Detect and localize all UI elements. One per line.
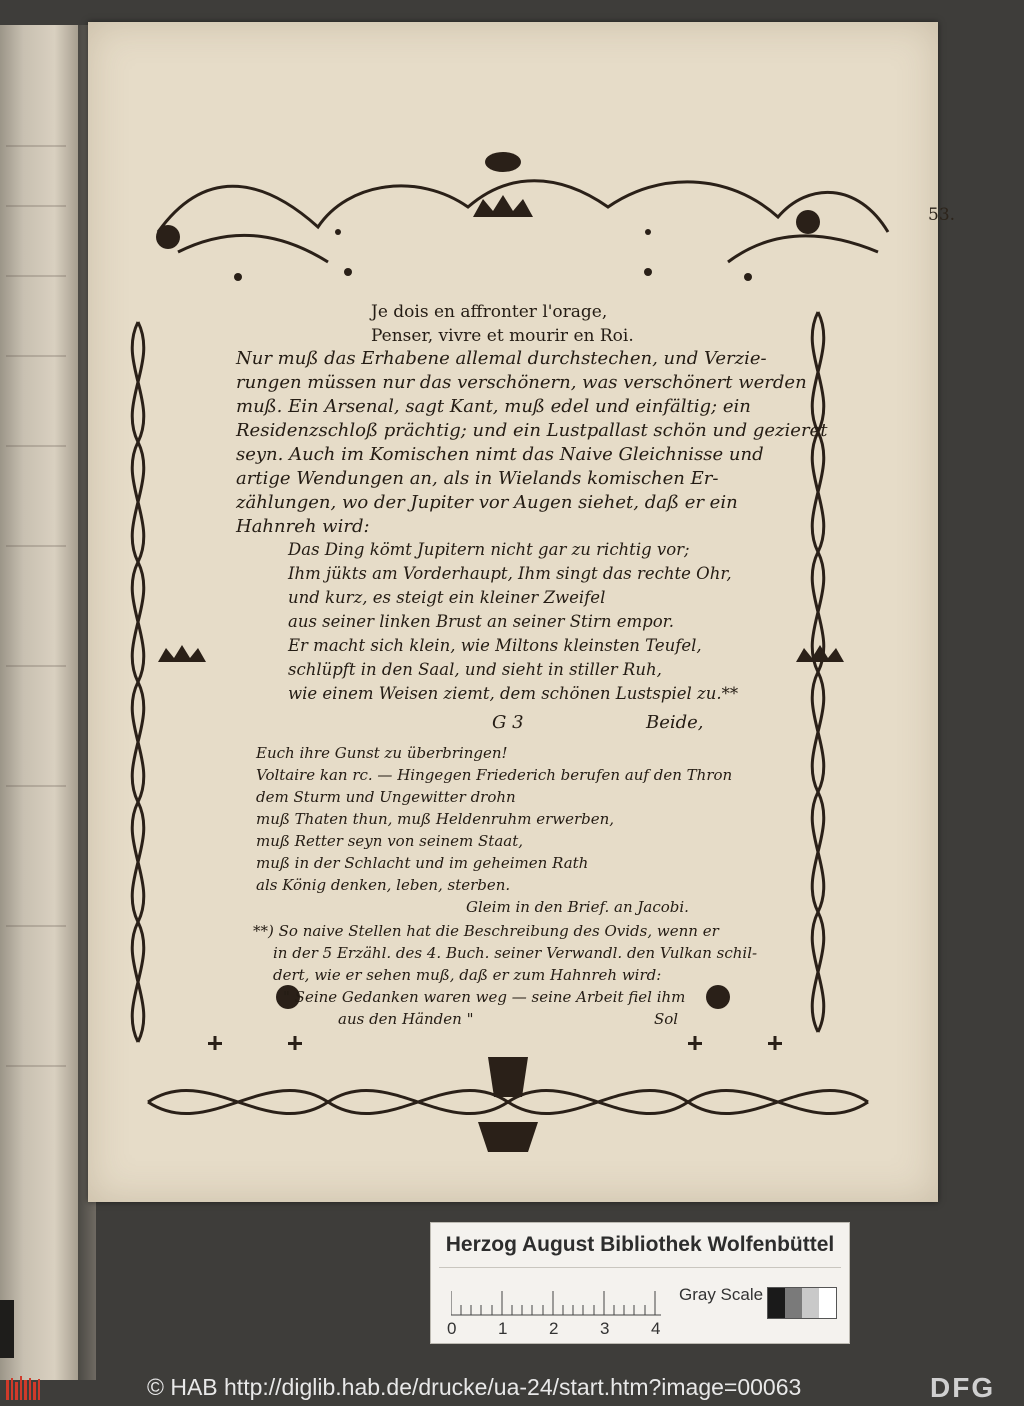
body-line: artige Wendungen an, als in Wielands komischen Er- — [236, 468, 719, 489]
gray-swatch-light — [802, 1288, 819, 1318]
gray-swatch-black — [768, 1288, 785, 1318]
hab-barcode-logo-icon[interactable] — [6, 1376, 46, 1402]
verse-line: Das Ding kömt Jupitern nicht gar zu richtig vor; — [288, 540, 690, 559]
previous-page-edge — [0, 25, 78, 1380]
body-line: seyn. Auch im Komischen nimt das Naive Gleichnisse und — [236, 444, 764, 465]
footnote-line: Sol — [654, 1010, 679, 1028]
ruler-label: 2 — [549, 1319, 559, 1338]
footnote-verse-line: dem Sturm und Ungewitter drohn — [256, 788, 516, 806]
measurement-ruler — [451, 1281, 671, 1317]
gray-scale-swatch — [767, 1287, 837, 1319]
library-label-card — [430, 1222, 850, 1344]
footnote-verse-line: Euch ihre Gunst zu überbringen! — [256, 744, 508, 762]
ruler-label: 1 — [498, 1319, 508, 1338]
footnote-verse-line: muß Thaten thun, muß Heldenruhm erwerben, — [256, 810, 615, 828]
ruler-label: 4 — [651, 1319, 661, 1338]
verse-line: Ihm jükts am Vorderhaupt, Ihm singt das rechte Ohr, — [288, 564, 732, 583]
body-line: muß. Ein Arsenal, sagt Kant, muß edel und einfältig; ein — [236, 396, 751, 417]
gray-swatch-white — [819, 1288, 836, 1318]
permalink-text[interactable]: © HAB http://diglib.hab.de/drucke/ua-24/start.htm?image=00063 — [147, 1374, 802, 1400]
body-line: Residenzschloß prächtig; und ein Lustpallast schön und gezieret — [236, 420, 828, 441]
page-number: 53. — [928, 205, 956, 225]
footnote-verse-line: als König denken, leben, sterben. — [256, 876, 511, 894]
footnote-line: " Seine Gedanken waren weg — seine Arbeit fiel ihm — [283, 988, 686, 1006]
french-line: Je dois en affronter l'orage, — [371, 302, 608, 322]
body-line: Hahnreh wird: — [236, 516, 370, 537]
verse-line: schlüpft in den Saal, und sieht in stiller Ruh, — [288, 660, 662, 679]
footnote-verse-line: muß in der Schlacht und im geheimen Rath — [256, 854, 589, 872]
body-line: Nur muß das Erhabene allemal durchstechen, und Verzie- — [236, 348, 767, 369]
catchword: Beide, — [646, 712, 704, 733]
footnote-line: dert, wie er sehen muß, daß er zum Hahnreh wird: — [273, 966, 662, 984]
gray-scale-label: Gray Scale — [679, 1285, 764, 1304]
verse-line: und kurz, es steigt ein kleiner Zweifel — [288, 588, 606, 607]
signature-mark: G 3 — [492, 712, 524, 733]
dfg-logo[interactable]: DFG — [930, 1372, 996, 1403]
verse-line: aus seiner linken Brust an seiner Stirn empor. — [288, 612, 674, 631]
footnote-verse-line: Voltaire kan rc. — Hingegen Friederich berufen auf den Thron — [256, 766, 733, 784]
body-line: rungen müssen nur das verschönern, was verschönert werden — [236, 372, 807, 393]
book-page — [88, 22, 956, 1202]
footnote-line: in der 5 Erzähl. des 4. Buch. seiner Verwandl. den Vulkan schil- — [273, 944, 758, 962]
gray-swatch-dark — [785, 1288, 802, 1318]
ruler-label: 0 — [447, 1319, 457, 1338]
verse-line: wie einem Weisen ziemt, dem schönen Lustspiel zu.** — [288, 684, 739, 703]
footnote-verse-line: muß Retter seyn von seinem Staat, — [256, 832, 524, 850]
footnote-line: **) So naive Stellen hat die Beschreibung des Ovids, wenn er — [253, 922, 719, 940]
page-tab-marker — [0, 1300, 14, 1358]
library-name: Herzog August Bibliothek Wolfenbüttel — [445, 1233, 835, 1256]
verse-line: Er macht sich klein, wie Miltons kleinsten Teufel, — [288, 636, 702, 655]
french-line: Penser, vivre et mourir en Roi. — [371, 326, 634, 346]
viewer-footer — [0, 1372, 1024, 1406]
label-divider — [439, 1267, 841, 1268]
body-line: zählungen, wo der Jupiter vor Augen siehet, daß er ein — [236, 492, 738, 513]
ruler-label: 3 — [600, 1319, 610, 1338]
footnote-line: aus den Händen " — [338, 1010, 474, 1028]
footnote-source: Gleim in den Brief. an Jacobi. — [466, 898, 689, 916]
